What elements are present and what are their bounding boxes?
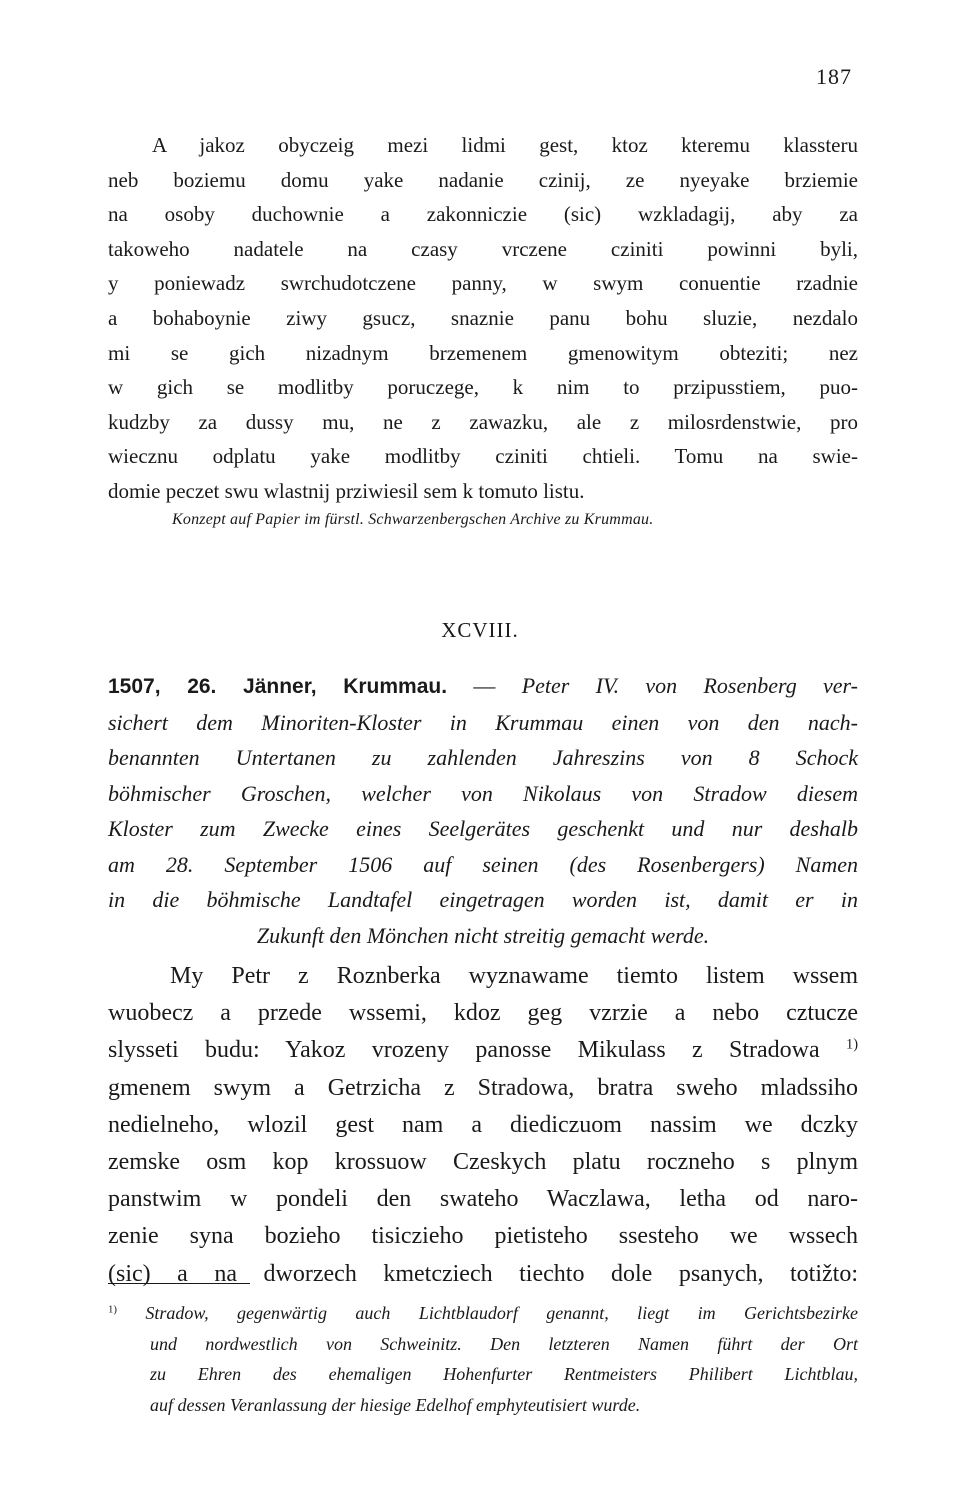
footnote-marker: 1) [108, 1303, 117, 1316]
summary-first-line [108, 668, 858, 705]
summary-dash: — [473, 673, 496, 698]
text-line: a bohaboynie ziwy gsucz, snaznie panu bohu sluzie, nezdalo [108, 305, 858, 330]
text-line: takoweho nadatele na czasy vrczene cziniti powinni byli, [108, 236, 858, 261]
paragraph-czech-1 [108, 128, 858, 509]
text-line: domie peczet swu wlastnij prziwiesil sem k tomuto listu. [108, 478, 585, 503]
summary-line: sichert dem Minoriten-Kloster in Krummau einen von den nach- [108, 709, 858, 735]
footnote-divider [108, 1283, 250, 1284]
text-line: y poniewadz swrchudotczene panny, w swym conuentie rzadnie [108, 271, 858, 296]
text-line: kudzby za dussy mu, ne z zawazku, ale z milosrdenstwie, pro [108, 409, 858, 434]
summary-last-line: Zukunft den Mönchen nicht streitig gemacht werde. [256, 922, 710, 948]
text-line: neb boziemu domu yake nadanie czinij, ze nyeyake brziemie [108, 167, 858, 192]
summary-heading: 1507, 26. Jänner, Krummau. [108, 675, 448, 698]
text-line: gmenem swym a Getrzicha z Stradowa, bratra sweho mladssiho [108, 1074, 858, 1101]
document-number: XCVIII. [441, 618, 519, 642]
footnote-reference[interactable]: 1) [846, 1036, 858, 1053]
text-line: wiecznu odplatu yake modlitby cziniti chtieli. Tomu na swie- [108, 444, 858, 469]
footnote-line: zu Ehren des ehemaligen Hohenfurter Rentmeisters Philibert Lichtblau, [150, 1364, 858, 1384]
footnote-line: und nordwestlich von Schweinitz. Den letzteren Namen führt der Ort [150, 1333, 858, 1354]
text-line: zenie syna bozieho tisiczieho pietisteho ssesteho we wssech [108, 1223, 858, 1250]
text-line-with-footnote [108, 1032, 858, 1069]
text-segment: slysseti budu: Yakoz vrozeny panosse Mikulass z Stradowa [108, 1037, 820, 1064]
footnotes [108, 1298, 858, 1420]
text-line: panstwim w pondeli den swateho Waczlawa, letha od naro- [108, 1186, 858, 1213]
footnote-first-line [108, 1298, 858, 1329]
text-line: zemske osm kop krossuow Czeskych platu roczneho s plnym [108, 1149, 858, 1176]
summary-line: in die böhmische Landtafel eingetragen worden ist, damit er in [108, 887, 858, 912]
summary-line: Kloster zum Zwecke eines Seelgerätes geschenkt und nur deshalb [108, 816, 858, 841]
text-line: A jakoz obyczeig mezi lidmi gest, ktoz kteremu klassteru [152, 133, 858, 157]
text-line: nedielneho, wlozil gest nam a diediczuom nassim we dczky [108, 1111, 858, 1138]
paragraph-czech-2 [108, 958, 858, 1293]
footnote-line: auf dessen Veranlassung der hiesige Edelhof emphyteutisiert wurde. [150, 1394, 641, 1415]
text-line: My Petr z Roznberka wyznawame tiemto listem wssem [170, 963, 858, 989]
text-line: (sic) a na dworzech kmetcziech tiechto dole psanych, totižto: [108, 1260, 858, 1287]
summary-line: am 28. September 1506 auf seinen (des Rosenbergers) Namen [108, 851, 858, 877]
text-line: w gich se modlitby poruczege, k nim to przipusstiem, puo- [108, 375, 858, 400]
text-line: mi se gich nizadnym brzemenem gmenowitym obteziti; nez [108, 340, 858, 365]
summary-first-line-rest: Peter IV. von Rosenberg ver- [521, 673, 859, 698]
text-line: na osoby duchownie a zakonniczie (sic) wzkladagij, aby za [108, 202, 858, 227]
summary-line: böhmischer Groschen, welcher von Nikolaus von Stradow diesem [108, 780, 858, 806]
text-line: wuobecz a przede wssemi, kdoz geg vzrzie a nebo cztucze [108, 1000, 858, 1027]
document-summary [108, 668, 858, 953]
page-number: 187 [816, 64, 852, 89]
summary-line: benannten Untertanen zu zahlenden Jahreszins von 8 Schock [108, 745, 858, 770]
source-note: Konzept auf Papier im fürstl. Schwarzenbergschen Archive zu Krummau. [172, 511, 654, 528]
footnote-text: Stradow, gegenwärtig auch Lichtblaudorf genannt, liegt im Gerichtsbezirke [145, 1303, 858, 1323]
